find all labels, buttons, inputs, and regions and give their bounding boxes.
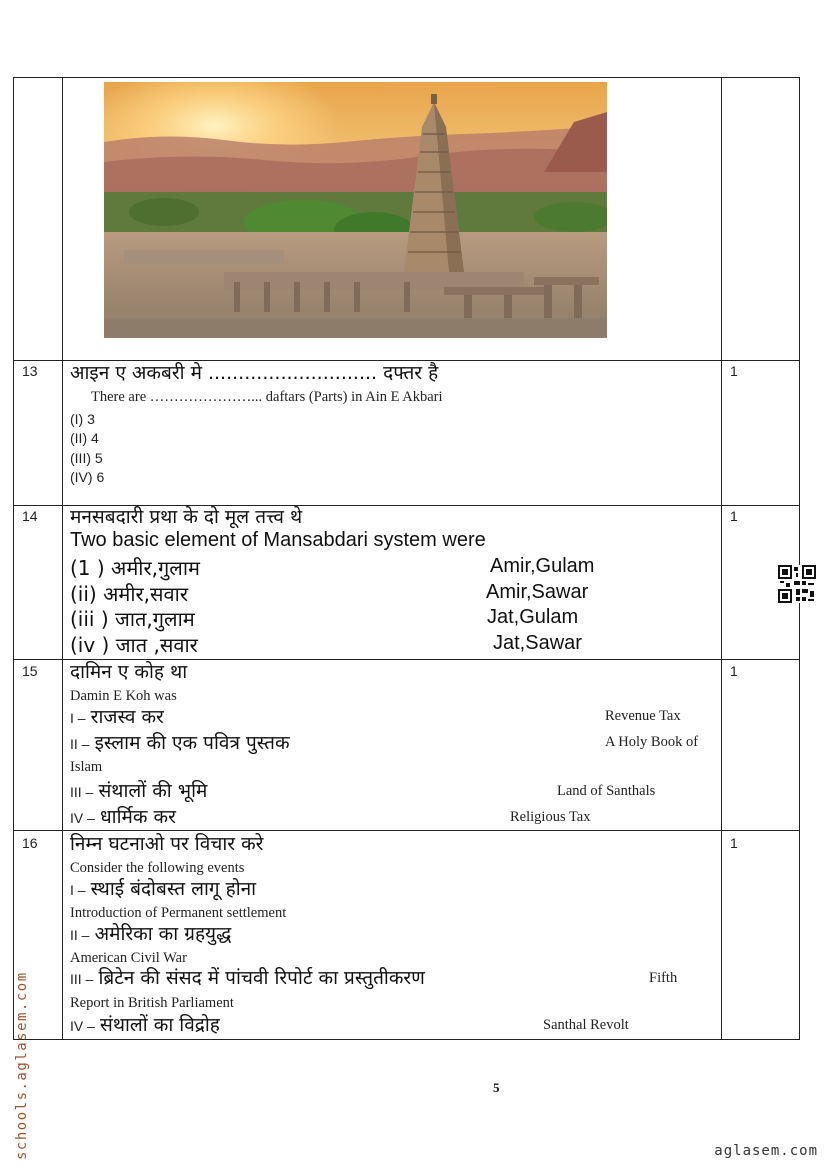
q13-option-2: (II) 4 xyxy=(70,430,99,446)
page-number: 5 xyxy=(493,1080,500,1095)
q14-option-3-english: Jat,Gulam xyxy=(487,606,579,628)
q15-option-4-english: Religious Tax xyxy=(510,809,591,825)
q15-option-1-hindi: राजस्व कर xyxy=(90,706,164,728)
q14-english-text: Two basic element of Mansabdari system were xyxy=(70,529,486,551)
q15-option-3-english: Land of Santhals xyxy=(557,783,656,799)
question-number-13: 13 xyxy=(22,363,38,379)
q15-option-2-hindi: इस्लाम की एक पवित्र पुस्तक xyxy=(94,732,290,754)
question-number-15: 15 xyxy=(22,663,38,679)
q15-option-4-prefix: IV – xyxy=(70,810,95,826)
q16-option-2-english: American Civil War xyxy=(70,950,187,966)
question-number-14: 14 xyxy=(22,508,38,524)
q15-option-1-english: Revenue Tax xyxy=(605,708,681,724)
q15-english-text: Damin E Koh was xyxy=(70,688,177,704)
q15-option-2-english: A Holy Book of xyxy=(605,734,699,750)
q14-option-4-hindi: (iv ) जात ,सवार xyxy=(70,633,198,657)
q16-option-2-prefix: II – xyxy=(70,927,90,943)
q15-option-1 xyxy=(70,703,164,729)
q16-option-4-english: Santhal Revolt xyxy=(543,1017,629,1033)
temple-photo xyxy=(104,82,607,338)
q14-option-1-hindi: (1 ) अमीर,गुलाम xyxy=(70,556,200,580)
q16-option-1-prefix: I – xyxy=(70,882,86,898)
q16-hindi-text: निम्न घटनाओ पर विचार करे xyxy=(70,833,264,855)
q13-hindi-text: आइन ए अकबरी मे ............................ दफ्तर है xyxy=(70,362,439,384)
q15-option-4-hindi: धार्मिक कर xyxy=(100,806,176,828)
q15-option-3 xyxy=(70,777,207,803)
q13-option-3: (III) 5 xyxy=(70,450,103,466)
q14-option-3-hindi: (iii ) जात,गुलाम xyxy=(70,607,195,631)
q13-option-4: (IV) 6 xyxy=(70,469,105,485)
q15-option-3-prefix: III – xyxy=(70,784,94,800)
column-divider-qno xyxy=(62,78,63,1039)
q14-option-1-english: Amir,Gulam xyxy=(490,555,595,577)
q14-option-2-english: Amir,Sawar xyxy=(486,581,589,603)
watermark-schools: schools.aglasem.com xyxy=(14,971,30,1160)
q16-option-3 xyxy=(70,964,425,990)
q14-option-2-hindi: (ii) अमीर,सवार xyxy=(70,582,189,606)
column-divider-marks xyxy=(721,78,722,1039)
q16-option-4 xyxy=(70,1011,220,1037)
q16-option-4-prefix: IV – xyxy=(70,1018,95,1034)
question-number-16: 16 xyxy=(22,835,38,851)
marks-16: 1 xyxy=(730,835,738,851)
q16-option-2-hindi: अमेरिका का ग्रहयुद्ध xyxy=(94,923,232,945)
watermark-aglasem: aglasem.com xyxy=(714,1143,818,1159)
q16-option-1 xyxy=(70,875,256,901)
marks-13: 1 xyxy=(730,363,738,379)
q14-hindi-text: मनसबदारी प्रथा के दो मूल तत्त्व थे xyxy=(70,506,303,528)
q14-option-4-english: Jat,Sawar xyxy=(493,632,582,654)
q16-option-2 xyxy=(70,920,231,946)
q15-option-3-hindi: संथालों की भूमि xyxy=(98,780,208,802)
q16-option-3-english-cont: Report in British Parliament xyxy=(70,995,234,1011)
q15-option-2-prefix: II – xyxy=(70,736,90,752)
marks-14: 1 xyxy=(730,508,738,524)
q16-option-1-english: Introduction of Permanent settlement xyxy=(70,905,287,921)
q15-hindi-text: दामिन ए कोह था xyxy=(70,661,188,683)
qr-code-icon xyxy=(778,565,816,603)
q13-english-text: There are …………………... daftars (Parts) in Ain E Akbari xyxy=(91,389,443,405)
q15-option-4 xyxy=(70,803,176,829)
q15-option-2-english-cont: Islam xyxy=(70,759,103,775)
q16-option-3-hindi: ब्रिटेन की संसद में पांचवी रिपोर्ट का प्रस्तुतीकरण xyxy=(98,967,425,989)
q16-option-3-english: Fifth xyxy=(649,970,678,986)
q15-option-2 xyxy=(70,729,290,755)
q13-option-1: (I) 3 xyxy=(70,411,95,427)
q15-option-1-prefix: I – xyxy=(70,710,86,726)
q16-option-3-prefix: III – xyxy=(70,971,94,987)
marks-15: 1 xyxy=(730,663,738,679)
q16-option-1-hindi: स्थाई बंदोबस्त लागू होना xyxy=(90,878,257,900)
q16-english-text: Consider the following events xyxy=(70,860,245,876)
q16-option-4-hindi: संथालों का विद्रोह xyxy=(100,1014,220,1036)
